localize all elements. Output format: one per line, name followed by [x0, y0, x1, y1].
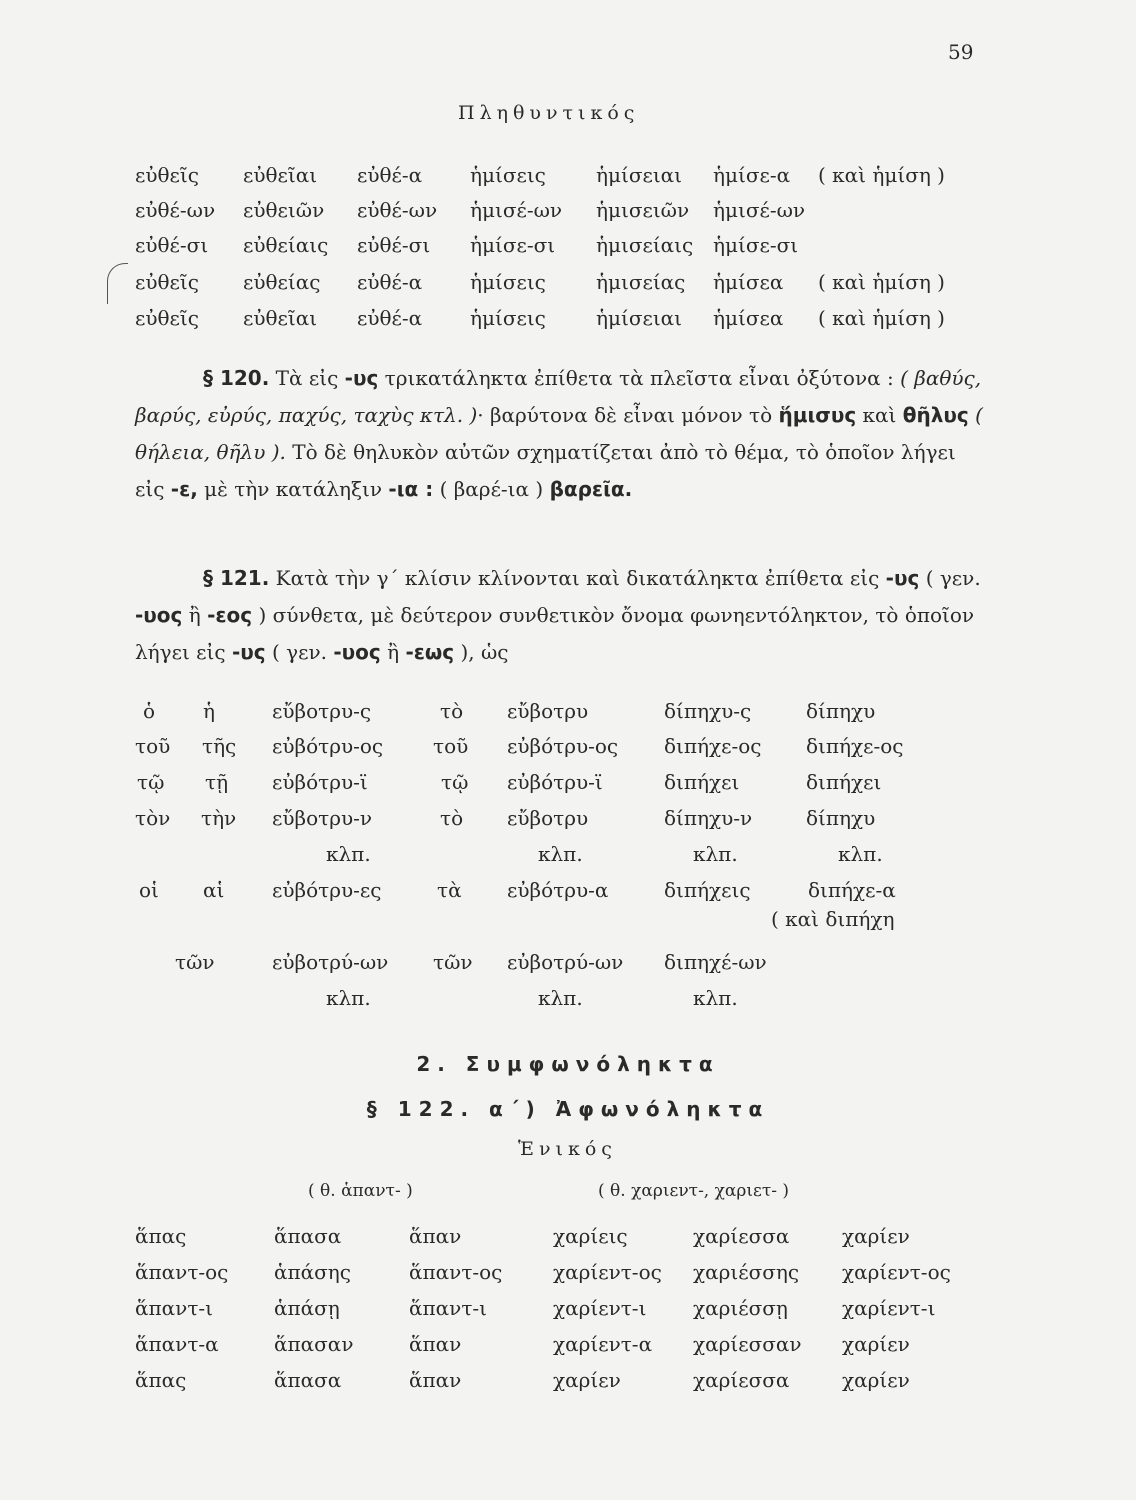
singular-heading: Ἑνικός: [518, 1138, 617, 1160]
table-cell: τῆς: [202, 734, 237, 758]
ending: -υος: [135, 603, 183, 627]
text: Τὸ δὲ θηλυκὸν αὐτῶν σχηματίζεται ἀπὸ τὸ θέμα, τὸ ὁποῖον λήγει εἰς: [135, 440, 956, 501]
table-cell: κλπ.: [326, 986, 371, 1010]
table-cell: ἅπαν: [409, 1332, 462, 1356]
table-cell: τὰ: [437, 878, 462, 902]
table-cell: κλπ.: [838, 842, 883, 866]
table-cell: χαριέσσης: [693, 1260, 800, 1284]
table-cell: χαρίεντ-ος: [842, 1260, 951, 1284]
table-cell: ( καὶ ἡμίση ): [818, 306, 945, 330]
table-cell: χαρίεσσα: [693, 1368, 790, 1392]
table-cell: τὴν: [201, 806, 237, 830]
table-cell: χαρίεν: [842, 1332, 910, 1356]
table-cell: χαρίεν: [842, 1224, 910, 1248]
table-cell: εὐθέ-ων: [357, 198, 438, 222]
table-cell: χαρίεντ-ος: [553, 1260, 662, 1284]
table-cell: εὔβοτρυ-ς: [272, 699, 372, 723]
table-cell: ( καὶ διπήχη: [771, 907, 895, 931]
table-cell: ἅπαντ-ι: [409, 1296, 487, 1320]
section-number: § 120.: [203, 366, 270, 390]
table-cell: χαριέσσῃ: [693, 1296, 788, 1320]
table-cell: τῇ: [205, 770, 229, 794]
ending: -υς: [885, 566, 920, 590]
ending: -εος: [207, 603, 253, 627]
page-number: 59: [948, 40, 974, 64]
text: μὲ τὴν κατάληξιν: [204, 477, 383, 501]
table-cell: διπήχε-α: [808, 878, 896, 902]
text: ( βαρέ-ια ): [439, 477, 544, 501]
table-cell: ἅπαν: [409, 1368, 462, 1392]
table-cell: δίπηχυ-ς: [664, 699, 752, 723]
text: καὶ: [862, 403, 897, 427]
examples: ( θήλεια, θῆλυ ).: [135, 403, 983, 464]
table-cell: ἅπαν: [409, 1224, 462, 1248]
table-cell: ἡμίσεις: [470, 306, 546, 330]
table-cell: διπήχει: [664, 770, 740, 794]
table-cell: χαρίεις: [553, 1224, 628, 1248]
text: ἢ: [188, 603, 201, 627]
table-cell: εὐβότρυ-ος: [272, 734, 384, 758]
text: ( γεν.: [925, 566, 981, 590]
table-cell: ἡμισέ-ων: [470, 198, 563, 222]
ending: -εως: [405, 640, 455, 664]
table-cell: εὐθεῖς: [135, 163, 199, 187]
table-cell: εὔβοτρυ: [507, 806, 589, 830]
table-cell: χαρίεντ-ι: [842, 1296, 936, 1320]
bold-word: θῆλυς: [902, 403, 969, 427]
text: ἢ: [387, 640, 400, 664]
table-cell: ( καὶ ἡμίση ): [818, 163, 945, 187]
paragraph-120: [135, 360, 985, 508]
table-cell: ἡμίσειαι: [596, 306, 683, 330]
table-cell: εὐθέ-ων: [135, 198, 216, 222]
table-cell: ἁπάσῃ: [274, 1296, 340, 1320]
table-cell: τὸν: [135, 806, 171, 830]
table-cell: χαρίεν: [553, 1368, 621, 1392]
stem-label-hapas: ( θ. ἁπαντ- ): [308, 1181, 413, 1201]
table-cell: οἱ: [139, 878, 159, 902]
table-cell: εὐθεῖς: [135, 306, 199, 330]
table-cell: κλπ.: [538, 842, 583, 866]
table-cell: ( καὶ ἡμίση ): [818, 270, 945, 294]
table-cell: κλπ.: [693, 986, 738, 1010]
table-cell: τῶν: [433, 950, 473, 974]
table-cell: εὐθέ-α: [357, 163, 423, 187]
examples: ( βαθύς, βαρύς, εὐρύς, παχύς, ταχὺς κτλ. ): [135, 366, 982, 427]
table-cell: τὸ: [440, 806, 464, 830]
table-cell: ἡμίσε-σι: [470, 233, 556, 257]
table-cell: εὐθείας: [243, 270, 321, 294]
table-cell: ἁπάσης: [274, 1260, 351, 1284]
plural-heading: Πληθυντικός: [458, 102, 640, 124]
table-cell: ἅπασα: [274, 1224, 342, 1248]
stem-label-charieis: ( θ. χαριεντ-, χαριετ- ): [598, 1181, 790, 1201]
table-cell: δίπηχυ: [806, 699, 876, 723]
table-cell: τῶν: [175, 950, 215, 974]
table-cell: ἡμίσεα: [713, 270, 784, 294]
table-cell: ἡμίσε-σι: [713, 233, 799, 257]
table-cell: εὐθεῖαι: [243, 306, 318, 330]
table-cell: κλπ.: [326, 842, 371, 866]
text: Τὰ εἰς: [275, 366, 339, 390]
text: ), ὡς: [460, 640, 509, 664]
table-cell: χαρίεσσαν: [693, 1332, 802, 1356]
table-cell: εὐβότρυ-ος: [507, 734, 619, 758]
ending: -ια :: [388, 477, 434, 501]
table-cell: τοῦ: [135, 734, 171, 758]
table-cell: εὔβοτρυ: [507, 699, 589, 723]
table-cell: χαρίεν: [842, 1368, 910, 1392]
table-cell: διπήχει: [806, 770, 882, 794]
section-2-title: 2. Συμφωνόληκτα: [416, 1052, 720, 1076]
table-cell: χαρίεσσα: [693, 1224, 790, 1248]
text: Κατὰ τὴν γ΄ κλίσιν κλίνονται καὶ δικατάληκτα ἐπίθετα εἰς: [275, 566, 880, 590]
table-cell: ἡμισείαις: [596, 233, 694, 257]
table-cell: εὐβότρυ-α: [507, 878, 609, 902]
bold-word: ἥμισυς: [778, 403, 857, 427]
table-cell: ἅπασαν: [274, 1332, 354, 1356]
table-cell: ἅπας: [135, 1368, 187, 1392]
table-cell: ἅπαντ-ος: [135, 1260, 229, 1284]
table-cell: ἅπασα: [274, 1368, 342, 1392]
table-cell: χαρίεντ-ι: [553, 1296, 647, 1320]
paragraph-121: [135, 560, 985, 671]
section-122-title: § 122. α΄) Ἀφωνόληκτα: [366, 1097, 770, 1121]
bold-word: βαρεῖα.: [549, 477, 633, 501]
table-cell: εὐθεῖς: [135, 270, 199, 294]
table-cell: εὐθεῖαι: [243, 163, 318, 187]
table-cell: ἡ: [203, 699, 215, 723]
table-cell: ὁ: [143, 699, 156, 723]
table-cell: εὐβοτρύ-ων: [507, 950, 624, 974]
table-cell: τοῦ: [433, 734, 469, 758]
table-cell: εὐθέ-α: [357, 270, 423, 294]
table-cell: εὐβοτρύ-ων: [272, 950, 389, 974]
table-cell: διπηχέ-ων: [664, 950, 767, 974]
table-cell: εὐθέ-σι: [357, 233, 431, 257]
text: · βαρύτονα δὲ εἶναι μόνον τὸ: [477, 403, 773, 427]
table-cell: τῷ: [137, 770, 165, 794]
table-cell: διπήχεις: [664, 878, 751, 902]
ending: -υς: [231, 640, 266, 664]
table-cell: εὐβότρυ-ϊ: [507, 770, 603, 794]
text: τρικατάληκτα ἐπίθετα τὰ πλεῖστα εἶναι ὀξύτονα :: [384, 366, 894, 390]
text: ( γεν.: [271, 640, 327, 664]
table-cell: κλπ.: [693, 842, 738, 866]
table-cell: διπήχε-ος: [664, 734, 762, 758]
table-cell: τῷ: [441, 770, 469, 794]
table-cell: ἅπαντ-ι: [135, 1296, 213, 1320]
table-cell: αἱ: [203, 878, 225, 902]
table-cell: εὐθέ-σι: [135, 233, 209, 257]
table-cell: δίπηχυ: [806, 806, 876, 830]
table-cell: κλπ.: [538, 986, 583, 1010]
table-cell: δίπηχυ-ν: [664, 806, 753, 830]
ending: -υς: [344, 366, 379, 390]
margin-bracket-mark: [107, 263, 128, 304]
table-cell: διπήχε-ος: [806, 734, 904, 758]
table-cell: ἡμισειῶν: [596, 198, 690, 222]
table-cell: εὐβότρυ-ες: [272, 878, 382, 902]
table-cell: εὐθειῶν: [243, 198, 325, 222]
ending: -υος: [333, 640, 381, 664]
table-cell: εὐβότρυ-ϊ: [272, 770, 368, 794]
table-cell: ἡμίσεις: [470, 270, 546, 294]
text: ) σύνθετα, μὲ δεύτερον συνθετικὸν ὄνομα φωνηεντόληκτον, τὸ ὁποῖον λήγει εἰς: [135, 603, 975, 664]
table-cell: χαρίεντ-α: [553, 1332, 653, 1356]
ending: -ε,: [170, 477, 198, 501]
table-cell: εὐθέ-α: [357, 306, 423, 330]
table-cell: ἅπαντ-ος: [409, 1260, 503, 1284]
table-cell: ἡμίσε-α: [713, 163, 791, 187]
table-cell: εὐθείαις: [243, 233, 329, 257]
table-cell: ἡμίσειαι: [596, 163, 683, 187]
table-cell: ἅπας: [135, 1224, 187, 1248]
table-cell: ἅπαντ-α: [135, 1332, 219, 1356]
table-cell: ἡμίσεα: [713, 306, 784, 330]
section-number: § 121.: [203, 566, 270, 590]
table-cell: τὸ: [440, 699, 464, 723]
table-cell: ἡμισείας: [596, 270, 686, 294]
table-cell: ἡμισέ-ων: [713, 198, 806, 222]
table-cell: ἡμίσεις: [470, 163, 546, 187]
table-cell: εὔβοτρυ-ν: [272, 806, 373, 830]
